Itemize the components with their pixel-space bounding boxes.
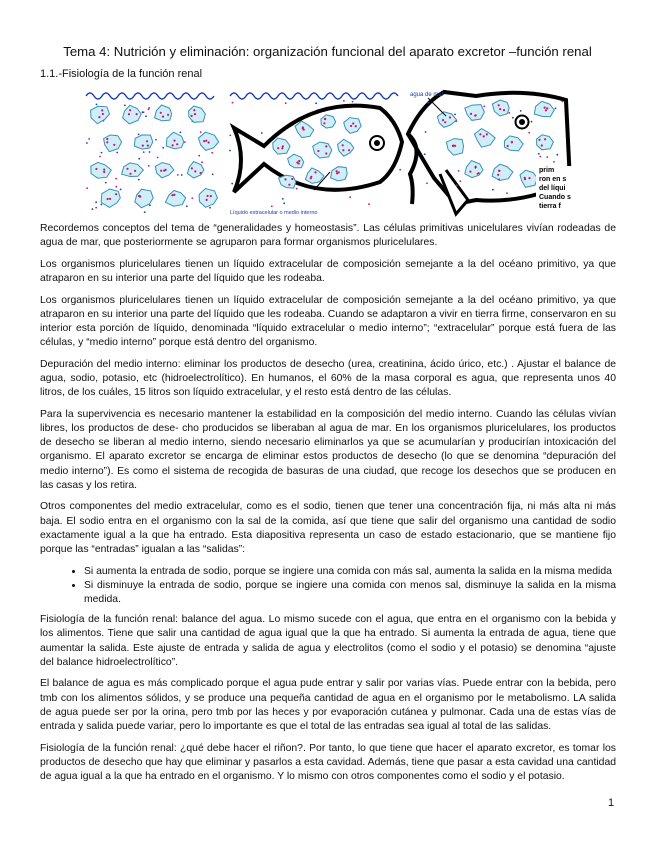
cell-nucleus-dot xyxy=(355,125,357,127)
fluid-particle-dot xyxy=(88,138,90,140)
cell-nucleus-dot xyxy=(191,167,193,169)
cell-nucleus-dot xyxy=(172,144,174,146)
cell-nucleus-dot xyxy=(350,125,352,127)
cell-nucleus-dot xyxy=(545,109,547,111)
fluid-particle-dot xyxy=(456,184,458,186)
page-number: 1 xyxy=(608,797,615,809)
fluid-particle-dot xyxy=(282,198,284,200)
paragraph: Para la supervivencia es necesario mantener la estabilidad en la composición del medio interno. Cuando las células vivían libres, los productos de dese- cho producidos se liberaban al agua de mar. En los organismos pluricelulares, los productos de desecho se liberan al medio interno, siendo necesario eliminarlos ya que se acumularían y producirían intoxicación del organismo. El aparato excretor se encarga de eliminar estos productos de desecho (lo que se denomina “depuración del medio interno”). Es como el sistema de recogida de basuras de una ciudad, que recoge los desechos que se producen en las casas y los retira. xyxy=(40,408,616,491)
cell-nucleus-dot xyxy=(162,116,164,118)
wave-line xyxy=(230,93,398,99)
cell-nucleus-dot xyxy=(449,116,451,118)
figure-cells-fish xyxy=(84,86,572,218)
fluid-particle-dot xyxy=(455,120,457,122)
fluid-particle-dot xyxy=(475,167,477,169)
cell-shape xyxy=(134,135,153,149)
fluid-particle-dot xyxy=(296,188,298,190)
cell-nucleus-dot xyxy=(129,173,131,175)
fluid-particle-dot xyxy=(116,152,118,154)
cell-nucleus-dot xyxy=(206,199,208,201)
cell-nucleus-dot xyxy=(507,145,509,147)
cell-shape xyxy=(199,189,217,208)
cell-nucleus-dot xyxy=(497,174,499,176)
fluid-particle-dot xyxy=(561,101,563,103)
fluid-particle-dot xyxy=(86,142,88,144)
fluid-particle-dot xyxy=(92,208,94,210)
fluid-particle-dot xyxy=(212,174,214,176)
cell-shape xyxy=(279,175,296,188)
fish-interior-label: Líquido extracelular o medio interno xyxy=(230,210,318,216)
cell-nucleus-dot xyxy=(113,144,115,146)
fluid-particle-dot xyxy=(198,155,200,157)
cell-nucleus-dot xyxy=(208,141,210,143)
cell-nucleus-dot xyxy=(479,133,481,135)
cell-nucleus-dot xyxy=(281,147,283,149)
fluid-particle-dot xyxy=(177,174,179,176)
cell-nucleus-dot xyxy=(538,139,540,141)
cell-nucleus-dot xyxy=(284,178,286,180)
fluid-particle-dot xyxy=(157,157,159,159)
fluid-particle-dot xyxy=(86,187,88,189)
fluid-particle-dot xyxy=(209,207,211,209)
paragraph: Otros componentes del medio extracelular, como es el sodio, tienen que tener una concentración fija, ni más alta ni más baja. El sodio entra en el organismo con la sal de la comida, así que tiene que salir del organismo una cantidad de sodio exactamente igual a la que ha entrado. Esta diapositiva representa un caso de estado estacionario, que se mantiene fijo porque las “entradas” igualan a las “salidas”: xyxy=(40,501,616,556)
fluid-particle-dot xyxy=(285,102,287,104)
cell-nucleus-dot xyxy=(194,170,196,172)
cell-nucleus-dot xyxy=(165,169,167,171)
cell-nucleus-dot xyxy=(342,149,344,151)
cell-nucleus-dot xyxy=(176,143,178,145)
cell-nucleus-dot xyxy=(314,171,316,173)
cell-shape xyxy=(122,163,144,177)
cell-nucleus-dot xyxy=(503,109,505,111)
fluid-particle-dot xyxy=(229,150,231,152)
cell-nucleus-dot xyxy=(444,121,446,123)
fluid-particle-dot xyxy=(520,110,522,112)
cell-nucleus-dot xyxy=(134,170,136,172)
fluid-particle-dot xyxy=(143,151,145,153)
cell-nucleus-dot xyxy=(541,144,543,146)
cell-nucleus-dot xyxy=(352,122,354,124)
fluid-particle-dot xyxy=(556,154,558,156)
cell-nucleus-dot xyxy=(469,171,471,173)
fluid-particle-dot xyxy=(508,112,510,114)
fluid-particle-dot xyxy=(425,131,427,133)
fluid-particle-dot xyxy=(181,174,183,176)
cell-nucleus-dot xyxy=(291,178,293,180)
cell-nucleus-dot xyxy=(546,107,548,109)
cell-nucleus-dot xyxy=(107,198,109,200)
paragraph: Los organismos pluricelulares tienen un líquido extracelular de composición semejante a la del océano primitivo, ya que atraparon en su interior una parte del líquido que les rodeaba. Cuando se adaptaron a vivir en tierra firme, conservaron en su interior esta porción de líquido, denominada “líquido extracelular o medio interno”; “extracelular” porque está fuera de las células, y “medio interno” porque está dentro del organismo. xyxy=(40,294,616,349)
cell-nucleus-dot xyxy=(171,194,173,196)
cell-nucleus-dot xyxy=(136,113,138,115)
cell-nucleus-dot xyxy=(128,113,130,115)
fluid-particle-dot xyxy=(229,135,231,137)
fluid-particle-dot xyxy=(138,158,140,160)
fluid-particle-dot xyxy=(99,156,101,158)
cell-nucleus-dot xyxy=(452,145,454,147)
cell-nucleus-dot xyxy=(317,150,319,152)
cell-nucleus-dot xyxy=(101,109,103,111)
bullet-item: • Si disminuye la entrada de sodio, porque se ingiere una comida con menos sal, disminuye la salida en la misma medida. xyxy=(84,579,616,607)
cell-shape xyxy=(104,135,122,152)
fluid-particle-dot xyxy=(399,169,401,171)
document-title: Tema 4: Nutrición y eliminación: organización funcional del aparato excretor –función renal xyxy=(63,44,592,59)
cell-nucleus-dot xyxy=(324,118,326,120)
cell-nucleus-dot xyxy=(544,107,546,109)
fluid-particle-dot xyxy=(231,183,233,185)
bullet-list xyxy=(40,565,616,608)
fluid-particle-dot xyxy=(148,108,150,110)
top-label: agua de mar xyxy=(410,92,444,98)
cell-nucleus-dot xyxy=(325,152,327,154)
cell-nucleus-dot xyxy=(302,127,304,129)
cell-nucleus-dot xyxy=(310,176,312,178)
cell-nucleus-dot xyxy=(348,149,350,151)
cell-nucleus-dot xyxy=(173,140,175,142)
cell-nucleus-dot xyxy=(210,195,212,197)
panel-free-cells xyxy=(86,93,219,213)
paragraph: Los organismos pluricelulares tienen un líquido extracelular de composición semejante a la del océano primitivo, ya que atraparon en su interior una parte del líquido que les rodeaba. xyxy=(40,258,616,284)
cell-nucleus-dot xyxy=(115,193,117,195)
fluid-particle-dot xyxy=(186,205,188,207)
fluid-particle-dot xyxy=(539,156,541,158)
cell-shape xyxy=(123,105,142,124)
side-text: prim ron en s del líqui Cuando s tierra f xyxy=(539,167,571,210)
cell-shape xyxy=(155,105,172,121)
cell-shape xyxy=(198,132,218,150)
cell-nucleus-dot xyxy=(498,104,500,106)
fluid-particle-dot xyxy=(149,151,151,153)
cell-nucleus-dot xyxy=(109,198,111,200)
cell-shape xyxy=(187,162,204,179)
paragraph: Recordemos conceptos del tema de “generalidades y homeostasis”. Las células primitivas unicelulares vivían rodeadas de agua de mar, que posteriormente se agruparon para formar organismos pluricelulares. xyxy=(40,223,616,249)
fluid-particle-dot xyxy=(120,189,122,191)
fluid-particle-dot xyxy=(142,111,144,113)
fluid-particle-dot xyxy=(458,170,460,172)
fluid-particle-dot xyxy=(454,114,456,116)
fluid-particle-dot xyxy=(124,105,126,107)
cell-nucleus-dot xyxy=(296,161,298,163)
fluid-particle-dot xyxy=(101,204,103,206)
fluid-particle-dot xyxy=(115,178,117,180)
fluid-particle-dot xyxy=(528,132,530,134)
fluid-particle-dot xyxy=(105,182,107,184)
fluid-particle-dot xyxy=(95,207,97,209)
cell-nucleus-dot xyxy=(106,138,108,140)
body-text xyxy=(40,222,616,792)
cell-nucleus-dot xyxy=(442,119,444,121)
cell-nucleus-dot xyxy=(298,160,300,162)
cell-nucleus-dot xyxy=(325,145,327,147)
fluid-particle-dot xyxy=(538,153,540,155)
cell-nucleus-dot xyxy=(288,184,290,186)
cell-nucleus-dot xyxy=(194,113,196,115)
fluid-particle-dot xyxy=(232,102,234,104)
cell-nucleus-dot xyxy=(498,170,500,172)
cell-nucleus-dot xyxy=(499,108,501,110)
fluid-particle-dot xyxy=(138,134,140,136)
cell-nucleus-dot xyxy=(323,122,325,124)
fluid-particle-dot xyxy=(144,211,146,213)
cell-nucleus-dot xyxy=(282,145,284,147)
fluid-particle-dot xyxy=(492,189,494,191)
fluid-particle-dot xyxy=(271,205,273,207)
fluid-particle-dot xyxy=(477,173,479,175)
fluid-particle-dot xyxy=(424,153,426,155)
cell-nucleus-dot xyxy=(95,168,97,170)
cell-nucleus-dot xyxy=(98,116,100,118)
fluid-particle-dot xyxy=(426,182,428,184)
cell-nucleus-dot xyxy=(139,195,141,197)
cell-nucleus-dot xyxy=(160,170,162,172)
fluid-particle-dot xyxy=(96,104,98,106)
fluid-particle-dot xyxy=(211,152,213,154)
panel-fish xyxy=(229,93,402,216)
cell-nucleus-dot xyxy=(528,177,530,179)
fluid-particle-dot xyxy=(512,117,514,119)
fluid-particle-dot xyxy=(428,102,430,104)
cell-nucleus-dot xyxy=(200,172,202,174)
fluid-particle-dot xyxy=(261,132,263,134)
fluid-particle-dot xyxy=(148,165,150,167)
cell-nucleus-dot xyxy=(454,145,456,147)
figure-illustration xyxy=(84,86,572,218)
cell-nucleus-dot xyxy=(277,147,279,149)
fluid-particle-dot xyxy=(483,105,485,107)
cell-nucleus-dot xyxy=(342,144,344,146)
fluid-particle-dot xyxy=(180,132,182,134)
fluid-particle-dot xyxy=(459,180,461,182)
fluid-particle-dot xyxy=(115,186,117,188)
cell-nucleus-dot xyxy=(336,172,338,174)
cell-nucleus-dot xyxy=(470,113,472,115)
fluid-particle-dot xyxy=(546,156,548,158)
cell-nucleus-dot xyxy=(106,141,108,143)
fish-pupil-icon xyxy=(374,140,380,146)
fluid-particle-dot xyxy=(315,102,317,104)
fluid-particle-dot xyxy=(149,204,151,206)
fluid-particle-dot xyxy=(352,101,354,103)
cell-nucleus-dot xyxy=(160,112,162,114)
cell-nucleus-dot xyxy=(207,195,209,197)
cell-nucleus-dot xyxy=(142,145,144,147)
section-heading: 1.1.-Fisiología de la función renal xyxy=(40,68,203,80)
paragraph: Depuración del medio interno: eliminar los productos de desecho (urea, creatinina, ácido úrico, etc.) . Ajustar el balance de agua, sodio, potasio, etc (hidroelectrolítico). En humanos, el 60% de la masa corporal es agua, que representa unos 40 litros, de los cuáles, 15 litros son líquido extracelular, y el resto está dentro de las células. xyxy=(40,358,616,399)
fluid-particle-dot xyxy=(555,108,557,110)
cell-nucleus-dot xyxy=(511,141,513,143)
cell-nucleus-dot xyxy=(126,168,128,170)
fluid-particle-dot xyxy=(162,147,164,149)
cell-shape xyxy=(91,106,110,124)
cell-nucleus-dot xyxy=(129,109,131,111)
cell-nucleus-dot xyxy=(336,170,338,172)
fluid-particle-dot xyxy=(349,196,351,198)
cell-nucleus-dot xyxy=(205,140,207,142)
cell-nucleus-dot xyxy=(486,133,488,135)
fluid-particle-dot xyxy=(283,202,285,204)
fluid-particle-dot xyxy=(145,115,147,117)
cell-shape xyxy=(165,191,185,207)
paragraph: Fisiología de la función renal: balance del agua. Lo mismo sucede con el agua, que entra en el organismo con la bebida y los alimentos. Tiene que salir una cantidad de agua igual que la que ha entrado. Si aumenta la entrada de agua, tiene que aumentar la salida. Este ajuste de entrada y salida de agua y electrolitos (como el sodio y el potasio) se denomina “ajuste del balance hidroelectrolítico”. xyxy=(40,614,616,668)
cell-shape xyxy=(189,106,206,122)
cell-nucleus-dot xyxy=(173,194,175,196)
paragraph: Fisiología de la función renal: ¿qué debe hacer el riñon?. Por tanto, lo que tiene que hacer el aparato excretor, es tomar los productos de desecho que hay que eliminar y pasarlos a esta cavidad. Además, tiene que pasar a esta cavidad una cantidad de agua igual a la que ha entrado en el organismo. Y lo mismo con otros componentes como el sodio y el potasio. xyxy=(40,742,616,783)
cell-nucleus-dot xyxy=(191,115,193,117)
fluid-particle-dot xyxy=(343,100,345,102)
fluid-particle-dot xyxy=(201,161,203,163)
cell-nucleus-dot xyxy=(103,169,105,171)
wave-line xyxy=(86,93,214,99)
cell-nucleus-dot xyxy=(102,113,104,115)
cell-shape xyxy=(321,115,336,128)
fluid-particle-dot xyxy=(101,152,103,154)
fluid-particle-dot xyxy=(506,192,508,194)
fluid-particle-dot xyxy=(200,131,202,133)
fluid-particle-dot xyxy=(553,161,555,163)
cell-nucleus-dot xyxy=(167,114,169,116)
fluid-particle-dot xyxy=(138,179,140,181)
cell-nucleus-dot xyxy=(193,109,195,111)
cell-nucleus-dot xyxy=(146,140,148,142)
fluid-particle-dot xyxy=(531,121,533,123)
cell-nucleus-dot xyxy=(103,171,105,173)
cell-nucleus-dot xyxy=(524,178,526,180)
fluid-particle-dot xyxy=(191,197,193,199)
cell-nucleus-dot xyxy=(483,135,485,137)
fish-pupil-icon xyxy=(519,119,525,125)
cell-nucleus-dot xyxy=(147,145,149,147)
cell-nucleus-dot xyxy=(544,138,546,140)
cell-shape xyxy=(91,162,111,178)
cell-nucleus-dot xyxy=(203,140,205,142)
fluid-particle-dot xyxy=(498,178,500,180)
cell-nucleus-dot xyxy=(475,114,477,116)
fluid-particle-dot xyxy=(368,203,370,205)
paragraph: El balance de agua es más complicado porque el agua pude entrar y salir por varias vías. Puede entrar con la bebida, pero tmb con los alimentos sólidos, y se produce una pequeña cantidad de agua en el organismo por le metabolismo. LA salida de agua puede ser por la orina, pero tmb por las heces y por evaporación cutánea y pulmonar. Cada una de estas vías de entrada y salida puede variar, pero lo importante es que el total de las entradas sea igual al total de las salidas. xyxy=(40,678,616,733)
fluid-particle-dot xyxy=(95,201,97,203)
panel-fish-land xyxy=(408,92,572,218)
fluid-particle-dot xyxy=(155,139,157,141)
bullet-item: • Si aumenta la entrada de sodio, porque se ingiere una comida con más sal, aumenta la salida en la misma medida xyxy=(84,565,616,579)
